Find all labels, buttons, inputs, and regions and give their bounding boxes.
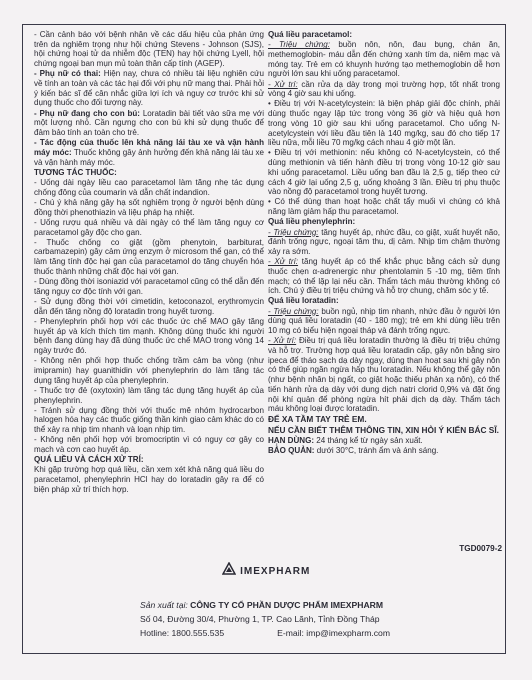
section-heading: TƯƠNG TÁC THUỐC: [34,167,117,177]
paragraph [268,307,500,336]
paragraph-text: • Điều trị với methionin: nếu không có N-acetylcystein, có thể dùng methionin và tiến hành điều trị trong vòng 10-12 giờ sau khi uống paracetamol. Liều uống ban đầu là 2,5 g, tiếp theo cứ cách 4 giờ lại uống 2,5 g, uống khoảng 3 lần. Điều trị phụ thuộc vào nồng độ paracetamol trong huyết tương. [268,148,500,197]
paragraph-label: - Phụ nữ có thai: [34,69,101,79]
paragraph-text: - Không nên phối hợp với bromocriptin vì có nguy cơ gây co mạch và cơn cao huyết áp. [34,435,264,455]
paragraph-text: tăng huyết áp, nhức đầu, co giật, xuất huyết não, đánh trống ngực, ngoại tâm thu, dị cảm. Nhịp tim chậm thường xảy ra sớm. [268,227,500,256]
paragraph-text: - Cần cảnh báo với bệnh nhân về các dấu hiệu của phản ứng trên da nghiêm trọng như hội chứng Stevens - Johnson (SJS), hội chứng hoại tử da nhiễm độc (TEN) hay hội chứng Lyell, hội chứng ngoại ban mụn mủ toàn thân cấp tính (AGEP). [34,30,264,69]
imexpharm-logo-icon [222,562,236,581]
manufacturer-label: Sản xuất tại: [140,600,188,610]
paragraph-text: - Dùng đồng thời isoniazid với paracetamol cũng có thể dẫn đến tăng nguy cơ độc tính với gan. [34,277,264,296]
paragraph-text: tăng huyết áp có thể khắc phục bằng cách sử dụng thuốc chẹn α-adrenergic như phentolamin 5 -10 mg, tiêm tĩnh mạch; có thể lặp lại nếu cần. Thẩm tách máu thường không có ích. Chú ý điều trị triệu chứng và hỗ trợ chung, chăm sóc y tế. [268,257,500,296]
paragraph-text: • Có thể dùng than hoạt hoặc chất tẩy muối vì chúng có khả năng làm giảm hấp thu paracetamol. [268,197,500,217]
paragraph-text: Hiện nay, chưa có nhiều tài liệu nghiên cứu về tính an toàn và các tác hại đối với phụ nữ mang thai. Phải hỏi ý kiến bác sĩ để cân nhắc giữa lợi ích và nguy cơ trước khi sử dụng thuốc cho đối tượng này. [34,69,264,108]
paragraph-text: - Phenylephrin phối hợp với các thuốc ức chế MAO gây tăng huyết áp và kích thích tim mạnh. Không dùng thuốc khi người bệnh đang dùng hay đã dùng thuốc ức chế MAO trong vòng 14 ngày trước đó. [34,316,264,355]
brand-logo [0,562,532,581]
paragraph [268,257,500,296]
paragraph [34,406,264,435]
brand-name: IMEXPHARM [240,566,311,577]
paragraph [34,218,264,237]
manufacturer-info [140,598,470,640]
contact-row [140,626,390,640]
paragraph-text: • Điều trị với N-acetylcystein: là biện pháp giải độc chính, phải dùng thuốc ngay lập tức trong vòng 36 giờ và hiệu quả hơn trong vòng 10 giờ sau khi uống paracetamol. Cho uống N-acetylcystein với liều đầu tiên là 140 mg/kg, sau đó cho tiếp 17 liều nữa, mỗi liều 70 mg/kg cách nhau 4 giờ một lần. [268,99,500,148]
paragraph [34,109,264,138]
right-column [268,30,500,456]
paragraph-text: 24 tháng kể từ ngày sản xuất. [314,435,423,445]
paragraph-label: - Phụ nữ đang cho con bú: [34,108,140,118]
paragraph-label: - Xử trí: [268,257,299,267]
manufacturer-line [140,598,470,612]
paragraph [34,238,264,277]
paragraph [268,197,500,216]
paragraph-text: - Uống dài ngày liều cao paracetamol làm tăng nhẹ tác dụng chống đông của coumarin và dẫn chất indandion. [34,178,264,197]
paragraph-label: - Triệu chứng: [268,227,319,237]
paragraph-text: - Thuốc trợ đẻ (oxytoxin) làm tăng tác dụng tăng huyết áp của phenylephrin. [34,385,264,405]
paragraph-label: - Xử trí: [268,336,297,346]
paragraph-text: - Sử dụng đồng thời với cimetidin, ketoconazol, erythromycin dẫn đến tăng nồng độ loratadin trong huyết tương. [34,296,264,316]
left-column [34,30,264,495]
paragraph [268,228,500,257]
paragraph-text: dưới 30°C, tránh ẩm và ánh sáng. [314,446,439,456]
paragraph-text: buồn nôn, nôn, đau bụng, chán ăn, methemoglobin- máu dẫn đến chứng xanh tím da, niêm mạc và móng tay. Trẻ em có khuynh hướng tạo methemoglobin dễ hơn người lớn sau khi uống paracetamol. [268,40,500,79]
paragraph [268,148,500,197]
paragraph-text: - Không nên phối hợp thuốc chống trầm cảm ba vòng (như imipramin) hay guanithidin với phenylephrin do làm tăng tác dụng tăng huyết áp của phenylephrin. [34,356,264,385]
document-code: TGD0079-2 [459,544,502,553]
paragraph [34,138,264,167]
paragraph-label: BẢO QUẢN: [268,446,315,456]
paragraph-text: Điều trị quá liều loratadin thường là điều trị triệu chứng và hỗ trợ. Trường hợp quá liều loratadin cấp, gây nôn bằng siro ipeca để tháo sạch dạ dày ngay, dùng than hoạt sau khi gây nôn có thể giúp ngăn ngừa hấp thu loratadin. Nếu không thể gây nôn (như bệnh nhân bị ngất, co giật hoặc thiếu phản xạ nôn), có thể tiến hành rửa dạ dày với dung dịch natri clorid 0,9% và đặt ống nội khí quản để phòng ngừa hít phải dịch dạ dày. Thẩm tách máu không loại được loratadin. [268,336,500,414]
email: E-mail: imp@imexpharm.com [277,628,390,638]
paragraph [34,69,264,108]
paragraph [34,317,264,356]
paragraph-label: HẠN DÙNG: [268,435,315,445]
section-heading: Quá liều phenylephrin: [268,217,356,227]
paragraph-text: - Uống rượu quá nhiều và dài ngày có thể làm tăng nguy cơ paracetamol gây độc cho gan. [34,217,264,237]
section-heading: Quá liều paracetamol: [268,30,353,39]
section-heading: QUÁ LIỀU VÀ CÁCH XỬ TRÍ: [34,455,144,465]
paragraph-label: - Tác động của thuốc lên khả năng lái tàu xe và vận hành máy móc: [34,138,264,157]
paragraph-text: - Chú ý khả năng gây hạ sốt nghiêm trọng ở người bệnh dùng đồng thời phenothiazin và liệu pháp hạ nhiệt. [34,197,264,217]
paragraph [34,435,264,454]
paragraph-label: - Xử trí: [268,79,298,89]
paragraph [34,198,264,217]
paragraph [34,277,264,296]
paragraph [268,40,500,79]
paragraph-label: - Triệu chứng: [268,306,319,316]
paragraph-text: Loratadin bài tiết vào sữa mẹ với một lượng nhỏ. Cần ngưng cho con bú khi sử dụng thuốc để đảm bảo tính an toàn cho trẻ. [34,108,264,138]
paragraph [34,356,264,385]
paragraph [34,386,264,405]
paragraph-text: - Tránh sử dụng đồng thời với thuốc mê nhóm hydrocarbon halogen hóa hay các thuốc giống thần kinh giao cảm khác do có thể xảy ra nhịp tim nhanh và loạn nhịp tim. [34,405,264,435]
paragraph-text: Thuốc không gây ảnh hưởng đến khả năng lái tàu xe và vận hành máy móc. [34,147,264,167]
paragraph [34,178,264,197]
paragraph-text: buồn ngủ, nhịp tim nhanh, nhức đầu ở người lớn dùng quá liều loratadin (40 - 180 mg); trẻ em khi dùng liều trên 10 mg có biểu hiện ngoại tháp và đánh trống ngực. [268,306,500,336]
paragraph-text: Khi gặp trường hợp quá liều, cần xem xét khả năng quá liều do paracetamol, phenylephrin HCl hay do loratadin gây ra để có biện pháp xử trí thích hợp. [34,465,264,494]
hotline: Hotline: 1800.555.535 [140,628,225,638]
warning-text: NẾU CẦN BIẾT THÊM THÔNG TIN, XIN HỎI Ý KIẾN BÁC SĨ. [268,425,499,436]
paragraph [34,297,264,316]
section-heading: Quá liều loratadin: [268,296,339,306]
paragraph [34,465,264,494]
paragraph [268,336,500,414]
paragraph [268,99,500,148]
company-address: Số 04, Đường 30/4, Phường 1, TP. Cao Lãnh, Tỉnh Đồng Tháp [140,614,380,624]
paragraph [268,436,500,446]
paragraph [268,446,500,456]
warning-text: ĐỂ XA TẦM TAY TRẺ EM. [268,414,367,425]
paragraph-text: - Thuốc chống co giật (gồm phenytoin, barbiturat, carbamazepin) gây cảm ứng enzym ở microsom thể gan, có thể làm tăng tính độc hại gan của paracetamol do tăng chuyển hóa thuốc thành những chất độc hại với gan. [34,237,264,276]
paragraph [34,30,264,69]
company-name: CÔNG TY CỔ PHẦN DƯỢC PHẨM IMEXPHARM [190,600,384,610]
paragraph [268,80,500,99]
paragraph-text: cần rửa dạ dày trong mọi trường hợp, tốt nhất trong vòng 4 giờ sau khi uống. [268,79,500,99]
paragraph-label: - Triệu chứng: [268,40,330,50]
